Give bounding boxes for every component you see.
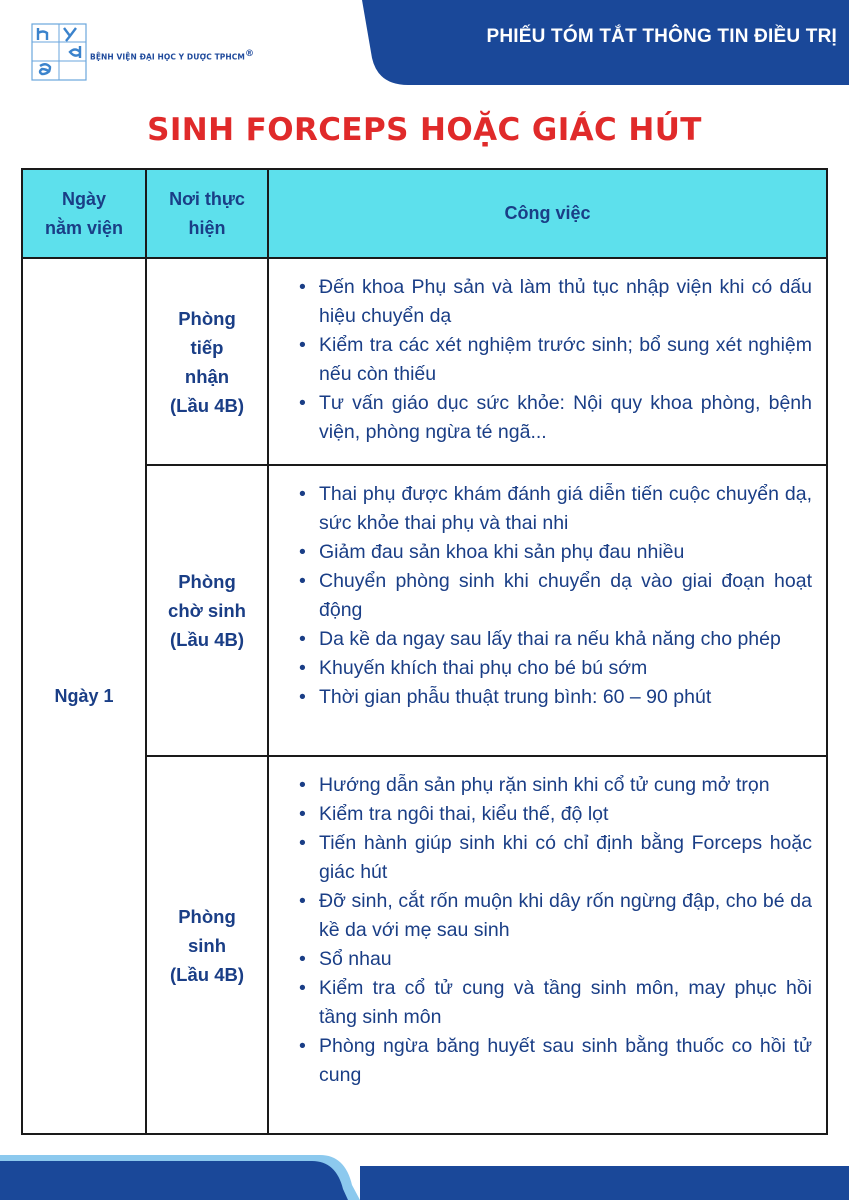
task-item: • Tiến hành giúp sinh khi có chỉ định bằng Forceps hoặc giác hút — [299, 829, 812, 887]
place-cell — [146, 465, 268, 756]
tasks-cell — [268, 756, 827, 1134]
task-item: • Đỡ sinh, cắt rốn muộn khi dây rốn ngừng đập, cho bé da kề da với mẹ sau sinh — [299, 887, 812, 945]
table-row — [22, 258, 827, 465]
task-item: • Sổ nhau — [299, 945, 812, 974]
task-item: • Kiểm tra các xét nghiệm trước sinh; bổ sung xét nghiệm nếu còn thiếu — [299, 331, 812, 389]
task-item: • Kiểm tra ngôi thai, kiểu thế, độ lọt — [299, 800, 812, 829]
place-line: (Lầu 4B) — [170, 963, 244, 985]
place-line: Phòng — [178, 571, 236, 592]
task-item: • Giảm đau sản khoa khi sản phụ đau nhiều — [299, 538, 812, 567]
task-item: • Kiểm tra cổ tử cung và tầng sinh môn, may phục hồi tầng sinh môn — [299, 974, 812, 1032]
task-item: • Thai phụ được khám đánh giá diễn tiến cuộc chuyển dạ, sức khỏe thai phụ và thai nhi — [299, 480, 812, 538]
task-item: • Khuyến khích thai phụ cho bé bú sớm — [299, 654, 812, 683]
place-line: chờ sinh — [168, 600, 246, 621]
header-tasks-line: Công việc — [504, 203, 591, 223]
registered-mark: ® — [244, 48, 255, 59]
task-item: • Đến khoa Phụ sản và làm thủ tục nhập viện khi có dấu hiệu chuyển dạ — [299, 273, 812, 331]
header-place — [146, 169, 268, 258]
place-line: Phòng — [178, 307, 236, 329]
treatment-table — [21, 168, 828, 1135]
task-item: • Thời gian phẫu thuật trung bình: 60 – 90 phút — [299, 683, 812, 712]
task-list — [269, 259, 826, 447]
place-cell — [146, 258, 268, 465]
tasks-cell — [268, 258, 827, 465]
header-day-line: Ngày — [61, 188, 106, 209]
table-header-row — [22, 169, 827, 258]
header-place-line: hiện — [188, 217, 226, 238]
footer-bar — [360, 1166, 849, 1200]
header-title: PHIẾU TÓM TẮT THÔNG TIN ĐIỀU TRỊ — [486, 26, 837, 47]
page-title: SINH FORCEPS HOẶC GIÁC HÚT — [147, 112, 702, 148]
place-cell — [146, 756, 268, 1134]
task-list — [269, 466, 826, 712]
place-line: tiếp — [190, 336, 224, 358]
task-item: • Hướng dẫn sản phụ rặn sinh khi cổ tử cung mở trọn — [299, 771, 812, 800]
header-day — [22, 169, 146, 258]
place-line: (Lầu 4B) — [170, 629, 244, 650]
place-line: nhận — [184, 365, 230, 387]
header-place-line: Nơi thực — [169, 188, 245, 209]
header-tasks — [268, 169, 827, 258]
logo-mark-icon — [30, 22, 88, 82]
task-item: • Phòng ngừa băng huyết sau sinh bằng thuốc co hồi tử cung — [299, 1032, 812, 1090]
place-line: Phòng — [178, 905, 236, 927]
day-cell: Ngày 1 — [22, 258, 146, 1134]
task-item: • Da kề da ngay sau lấy thai ra nếu khả năng cho phép — [299, 625, 812, 654]
footer-wave — [0, 1145, 360, 1200]
header-day-line: nằm viện — [44, 217, 124, 238]
task-list — [269, 757, 826, 1090]
task-item: • Chuyển phòng sinh khi chuyển dạ vào giai đoạn hoạt động — [299, 567, 812, 625]
task-item: • Tư vấn giáo dục sức khỏe: Nội quy khoa phòng, bệnh viện, phòng ngừa té ngã... — [299, 389, 812, 447]
hospital-logo — [30, 22, 254, 82]
place-line: sinh — [187, 934, 227, 956]
place-line: (Lầu 4B) — [170, 394, 244, 416]
logo-name: BỆNH VIỆN ĐẠI HỌC Y DƯỢC TPHCM — [90, 52, 245, 62]
tasks-cell — [268, 465, 827, 756]
logo-text — [90, 49, 254, 62]
